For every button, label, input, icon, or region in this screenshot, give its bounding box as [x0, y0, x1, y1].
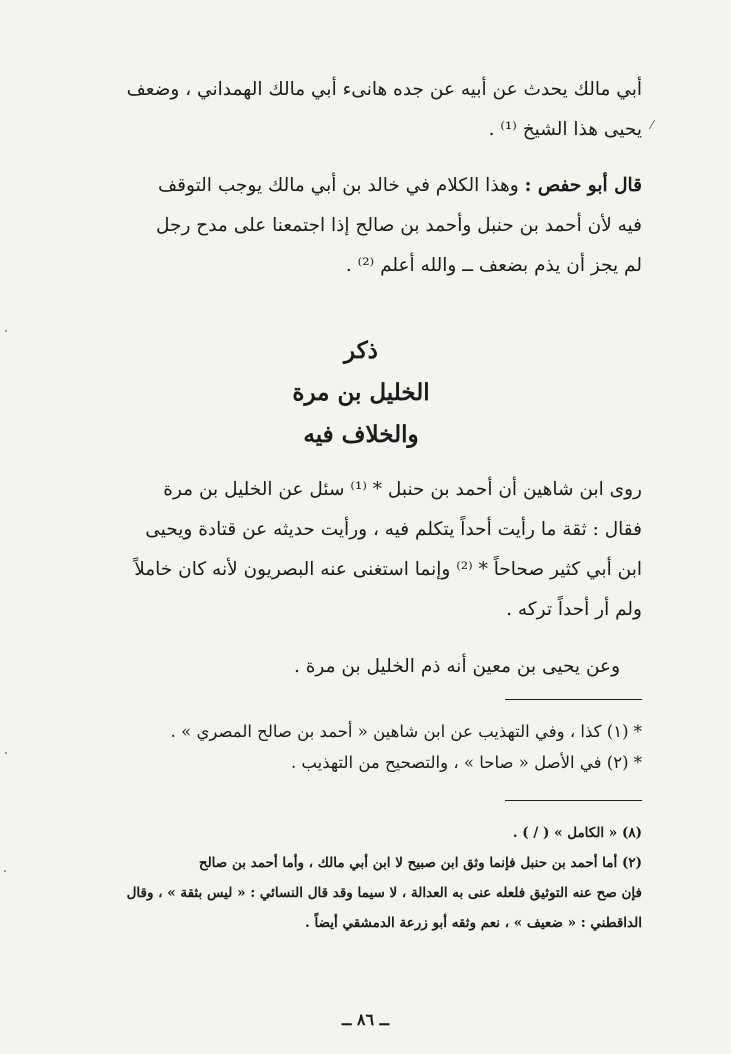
top-line-1: أبي مالك يحدث عن أبيه عن جده هانىء أبي مالك الهمداني ، وضعف	[126, 79, 642, 100]
source-note-3: فإن صح عنه التوثيق فلعله عنى به العدالة ، لا سيما وقد قال النسائي : « ليس بثقة » ، وقال	[126, 885, 642, 901]
narration-line-2: فقال : ثقة ما رأيت أحداً يتكلم فيه ، ورأيت حديثه عن قتادة ويحيى	[145, 519, 642, 540]
heading-line-2: الخليل بن مرة	[292, 379, 430, 406]
narration-paragraph	[80, 470, 642, 630]
margin-mark: ⁄	[651, 118, 654, 132]
top-line-2: يحيى هذا الشيخ ⁽¹⁾ .	[488, 119, 642, 140]
narration-line-4: ولم أر أحداً تركه .	[506, 599, 642, 620]
editor-note-1: * (١) كذا ، وفي التهذيب عن ابن شاهين « أحمد بن صالح المصري » .	[170, 722, 642, 741]
heading-line-1: ذكر	[344, 337, 378, 364]
top-paragraph	[80, 70, 642, 150]
footnote-rule-2	[505, 800, 642, 801]
speaker-label: قال أبو حفص :	[524, 175, 642, 196]
scan-speck	[4, 870, 6, 872]
source-note-2: (٢) أما أحمد بن حنبل فإنما وثق ابن صبيح لا ابن أبي مالك ، وأما أحمد بن صالح	[198, 855, 642, 871]
scan-speck	[5, 752, 7, 754]
scan-speck	[5, 330, 7, 332]
narration-line-3: ابن أبي كثير صحاحاً * ⁽²⁾ وإنما استغنى عنه البصريون لأنه كان خاملاً	[134, 559, 642, 580]
abu-hafs-line-1-rest: وهذا الكلام في خالد بن أبي مالك يوجب التوقف	[158, 175, 525, 196]
source-note-1: (٨) « الكامل » ( / ) .	[512, 825, 642, 841]
abu-hafs-line-3: لم يجز أن يذم بضعف ــ والله أعلم ⁽²⁾ .	[345, 255, 642, 276]
abu-hafs-paragraph	[80, 166, 642, 286]
ibn-maeen-paragraph	[80, 647, 642, 687]
editor-note-2: * (٢) في الأصل « صاحا » ، والتصحيح من التهذيب .	[290, 753, 642, 772]
narration-line-1: روى ابن شاهين أن أحمد بن حنبل * ⁽¹⁾ سئل عن الخليل بن مرة	[163, 479, 642, 500]
footnote-rule-1	[505, 699, 642, 700]
abu-hafs-line-2: فيه لأن أحمد بن حنبل وأحمد بن صالح إذا اجتمعنا على مدح رجل	[156, 215, 642, 236]
source-note-4: الداقطني : « ضعيف » ، نعم وثقه أبو زرعة الدمشقي أيضاً .	[305, 915, 642, 931]
editor-notes	[80, 716, 642, 778]
abu-hafs-line-1	[80, 166, 642, 206]
page-number: ــ ٨٦ ــ	[341, 1010, 390, 1029]
source-notes	[80, 818, 642, 938]
heading-line-3: والخلاف فيه	[303, 421, 419, 448]
ibn-maeen-line: وعن يحيى بن معين أنه ذم الخليل بن مرة .	[293, 656, 620, 677]
